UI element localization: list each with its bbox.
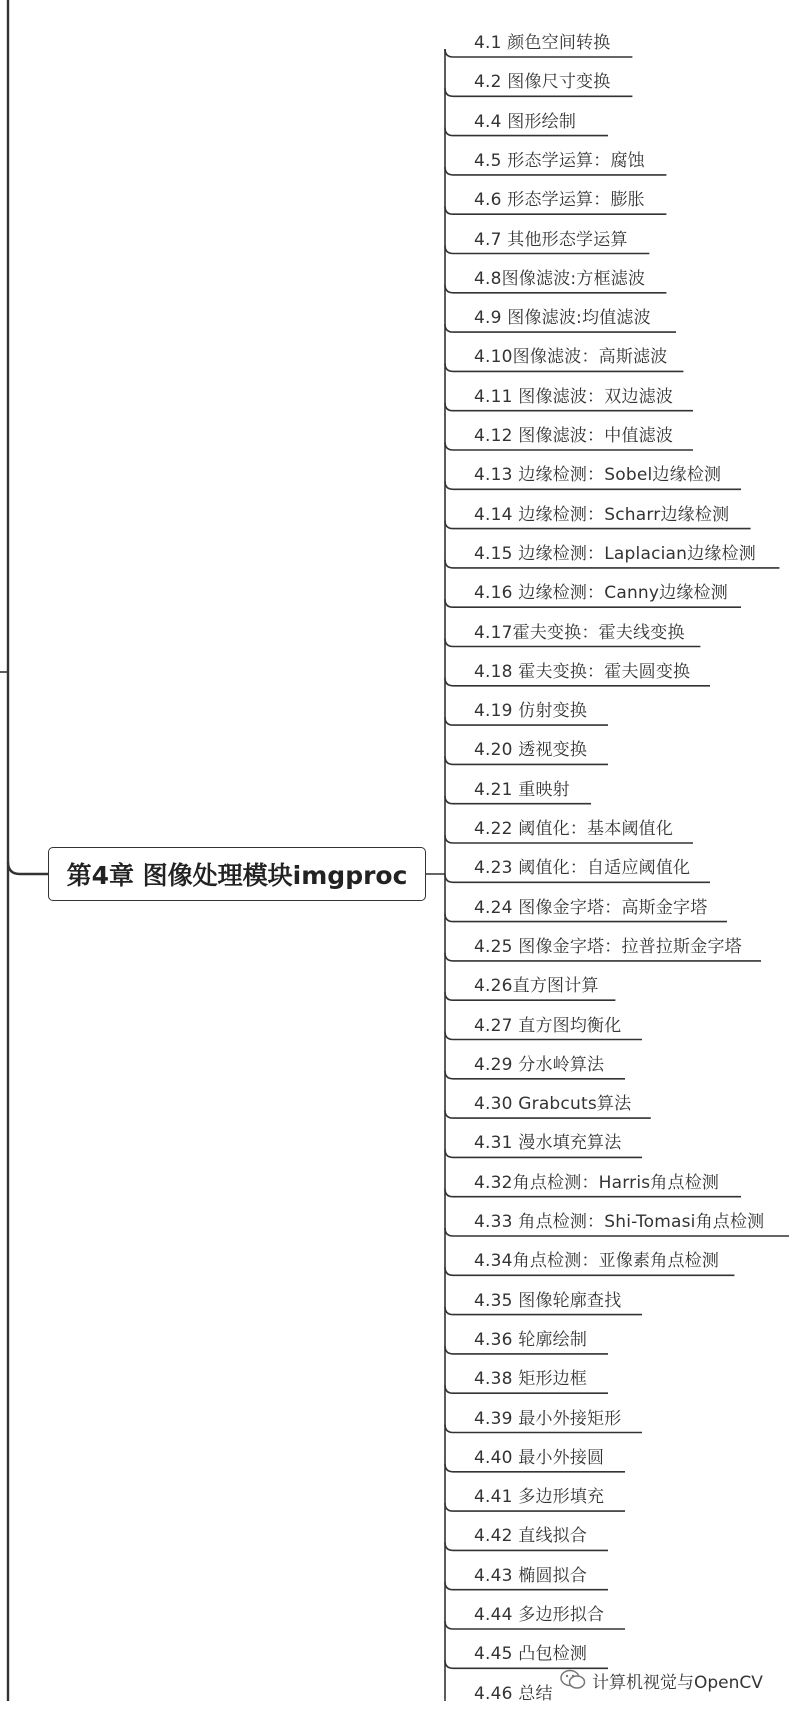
subtopic-item[interactable]: 4.23 阈值化：自适应阈值化 <box>474 858 691 879</box>
subtopic-item[interactable]: 4.39 最小外接矩形 <box>474 1408 622 1429</box>
subtopic-item[interactable]: 4.11 图像滤波：双边滤波 <box>474 386 674 407</box>
subtopic-item[interactable]: 4.29 分水岭算法 <box>474 1054 605 1075</box>
subtopic-item[interactable]: 4.45 凸包检测 <box>474 1644 588 1665</box>
subtopic-item[interactable]: 4.17霍夫变换：霍夫线变换 <box>474 622 685 643</box>
subtopic-item[interactable]: 4.24 图像金字塔：高斯金字塔 <box>474 897 708 918</box>
subtopic-item[interactable]: 4.46 总结 <box>474 1683 553 1704</box>
subtopic-item[interactable]: 4.5 形态学运算：腐蚀 <box>474 150 645 171</box>
subtopic-item[interactable]: 4.42 直线拟合 <box>474 1526 588 1547</box>
subtopic-item[interactable]: 4.31 漫水填充算法 <box>474 1133 622 1154</box>
subtopic-item[interactable]: 4.22 阈值化：基本阈值化 <box>474 819 674 839</box>
subtopic-item[interactable]: 4.43 椭圆拟合 <box>474 1565 588 1586</box>
watermark <box>560 1667 763 1693</box>
subtopic-item[interactable]: 4.25 图像金字塔：拉普拉斯金字塔 <box>474 936 742 957</box>
subtopic-item[interactable]: 4.32角点检测：Harris角点检测 <box>474 1172 720 1193</box>
subtopic-item[interactable]: 4.21 重映射 <box>474 779 570 800</box>
subtopic-item[interactable]: 4.41 多边形填充 <box>474 1487 605 1508</box>
subtopic-item[interactable]: 4.8图像滤波:方框滤波 <box>474 268 646 289</box>
subtopic-item[interactable]: 4.36 轮廓绘制 <box>474 1329 588 1350</box>
subtopic-item[interactable]: 4.1 颜色空间转换 <box>474 33 611 53</box>
subtopic-item[interactable]: 4.13 边缘检测：Sobel边缘检测 <box>474 465 722 486</box>
wechat-icon <box>560 1669 586 1691</box>
subtopic-item[interactable]: 4.14 边缘检测：Scharr边缘检测 <box>474 504 730 525</box>
subtopic-item[interactable]: 4.35 图像轮廓查找 <box>474 1290 622 1311</box>
subtopic-item[interactable]: 4.18 霍夫变换：霍夫圆变换 <box>474 661 691 682</box>
subtopic-item[interactable]: 4.2 图像尺寸变换 <box>474 72 611 93</box>
subtopic-item[interactable]: 4.15 边缘检测：Laplacian边缘检测 <box>474 543 756 564</box>
subtopic-item[interactable]: 4.27 直方图均衡化 <box>474 1015 622 1036</box>
subtopic-item[interactable]: 4.16 边缘检测：Canny边缘检测 <box>474 583 728 604</box>
subtopic-item[interactable]: 4.20 透视变换 <box>474 740 588 761</box>
watermark-text: 计算机视觉与OpenCV <box>592 1672 763 1693</box>
subtopic-item[interactable]: 4.10图像滤波：高斯滤波 <box>474 347 668 368</box>
subtopic-item[interactable]: 4.19 仿射变换 <box>474 701 588 722</box>
root-topic-label: 第4章 图像处理模块imgproc <box>66 861 408 890</box>
trunk-to-root-connector <box>8 862 48 874</box>
subtopic-item[interactable]: 4.12 图像滤波：中值滤波 <box>474 426 674 446</box>
subtopic-item[interactable]: 4.9 图像滤波:均值滤波 <box>474 308 651 329</box>
subtopic-item[interactable]: 4.6 形态学运算：膨胀 <box>474 190 645 211</box>
subtopic-item[interactable]: 4.40 最小外接圆 <box>474 1447 605 1468</box>
subtopic-item[interactable]: 4.33 角点检测：Shi-Tomasi角点检测 <box>474 1212 765 1232</box>
subtopic-item[interactable]: 4.30 Grabcuts算法 <box>474 1094 632 1115</box>
subtopic-item[interactable]: 4.4 图形绘制 <box>474 111 577 132</box>
subtopic-item[interactable]: 4.7 其他形态学运算 <box>474 229 628 250</box>
subtopic-item[interactable]: 4.34角点检测：亚像素角点检测 <box>474 1251 720 1272</box>
subtopic-item[interactable]: 4.26直方图计算 <box>474 976 599 997</box>
subtopic-item[interactable]: 4.44 多边形拟合 <box>474 1605 605 1625</box>
subtopic-item[interactable]: 4.38 矩形边框 <box>474 1369 588 1390</box>
root-topic-node[interactable] <box>48 847 426 901</box>
